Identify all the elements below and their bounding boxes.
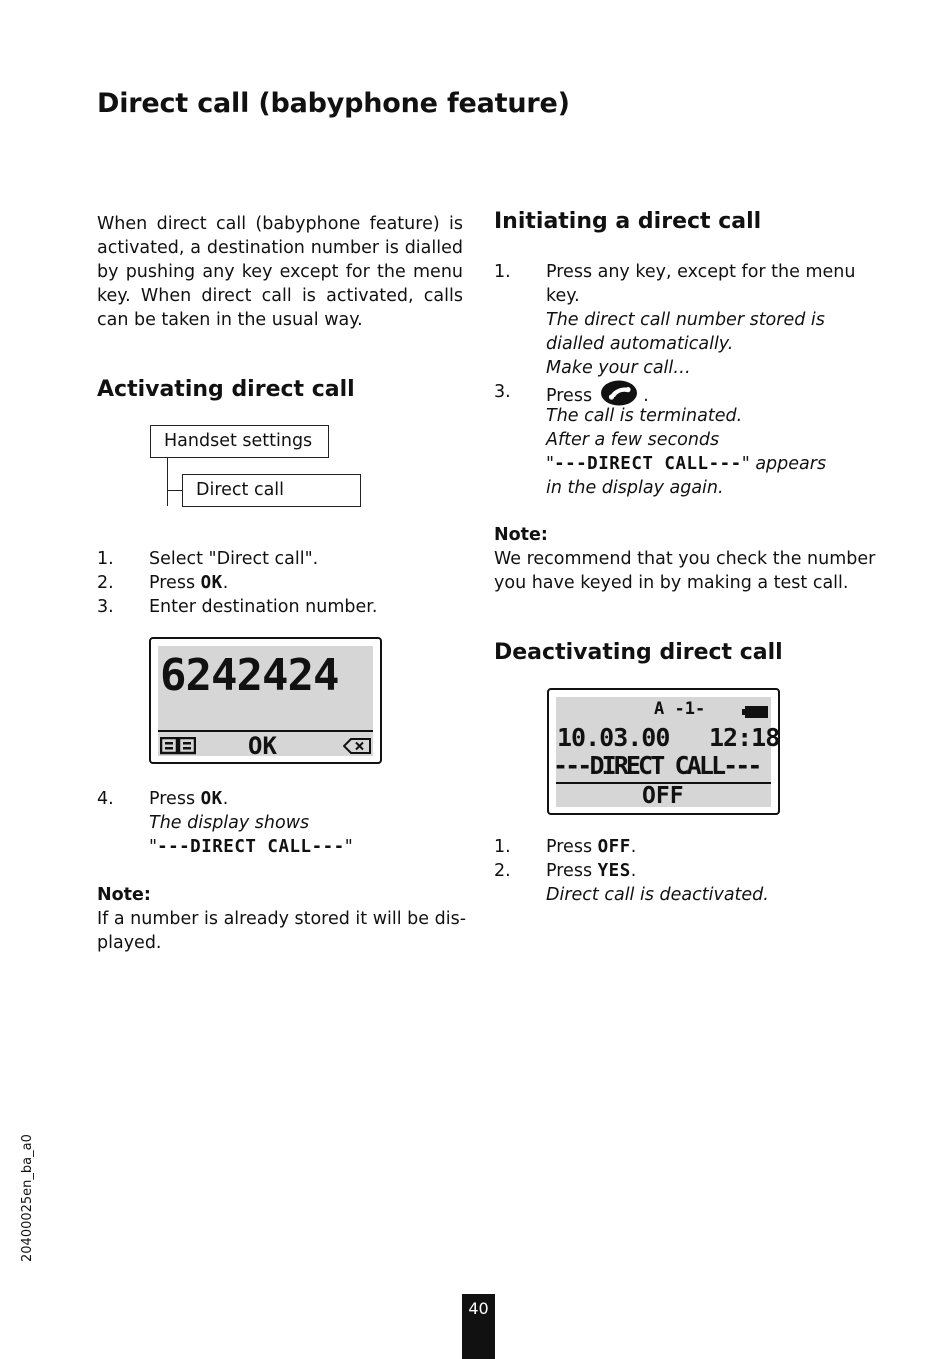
deactivating-steps: 1. Press OFF. 2. Press YES. Direct call is deactivated. <box>494 837 769 905</box>
document-code: 20400025en_ba_a0 <box>20 1134 35 1262</box>
step-result: in the display again. <box>546 478 724 498</box>
note-text: played. <box>97 933 162 953</box>
step-number: 3. <box>494 382 511 402</box>
deactivating-heading: Deactivating direct call <box>494 640 783 665</box>
lcd-screen <box>158 646 373 760</box>
activating-heading: Activating direct call <box>97 377 355 402</box>
initiating-heading: Initiating a direct call <box>494 209 762 234</box>
note-text: you have keyed in by making a test call. <box>494 573 849 593</box>
page-number: 40 <box>462 1294 495 1359</box>
phonebook-icon <box>160 737 196 755</box>
intro-paragraph: When direct call (babyphone feature) is activated, a destination number is dialled by pushing any key except for the menu key. When direct call is activated, calls can be taken in the usual way. <box>97 214 463 330</box>
step-number: 3. <box>97 597 114 617</box>
handset-display-direct-call <box>547 688 780 815</box>
lcd-number: 6242424 <box>160 650 339 701</box>
list-item: 2. Press OK. <box>97 573 229 593</box>
softkey-ok-label: OK <box>200 789 223 809</box>
step-number: 2. <box>97 573 114 593</box>
page-title: Direct call (babyphone feature) <box>97 88 570 119</box>
activating-steps <box>97 547 467 621</box>
step-number: 1. <box>97 549 114 569</box>
lcd-status: A -1- <box>654 699 706 719</box>
battery-icon <box>742 703 768 715</box>
menu-item-direct-call: Direct call <box>182 474 361 507</box>
step-number: 1. <box>494 262 511 282</box>
lcd-date: 10.03.00 <box>557 723 670 752</box>
step-number: 2. <box>494 861 511 881</box>
step-result: After a few seconds <box>546 430 720 450</box>
softkey-off-label: OFF <box>597 837 631 857</box>
list-item <box>97 547 467 571</box>
lcd-softkey-ok: OK <box>248 732 277 760</box>
list-item <box>97 595 467 619</box>
display-message: ---DIRECT CALL--- <box>554 454 742 474</box>
step-result: Direct call is deactivated. <box>546 885 769 905</box>
backspace-icon <box>343 738 371 754</box>
step-result: dialled automatically. <box>546 334 734 354</box>
step-result: The call is terminated. <box>546 406 743 426</box>
tree-branch <box>167 490 183 491</box>
note-text: If a number is already stored it will be dis- <box>97 909 467 929</box>
step-result: Make your call… <box>546 358 691 378</box>
softkey-yes-label: YES <box>597 861 631 881</box>
step-number: 1. <box>494 837 511 857</box>
lcd-screen <box>553 697 780 809</box>
note-label: Note: <box>494 525 548 545</box>
step-text: Press any key, except for the menu <box>546 262 856 282</box>
menu-item-handset-settings: Handset settings <box>150 425 329 458</box>
step-text: Select "Direct call". <box>149 549 319 569</box>
initiating-steps: 1. Press any key, except for the menu key. The direct call number stored is dialled automatically. Make your call… 3. Press . The call is terminated. After a few seconds "---DIRECT CALL---" appears in the display again. <box>494 262 856 498</box>
handset-display-number <box>149 637 382 764</box>
lcd-mode: ---DIRECT CALL--- <box>553 751 760 780</box>
step-result: The direct call number stored is <box>546 310 825 330</box>
lcd-softkey-off: OFF <box>642 783 684 809</box>
step-number: 4. <box>97 789 114 809</box>
note-label: Note: <box>97 885 151 905</box>
step-text: Press <box>149 573 201 593</box>
tree-connector <box>167 458 168 506</box>
step-text: Enter destination number. <box>149 597 378 617</box>
note-text: We recommend that you check the number <box>494 549 876 569</box>
display-message: ---DIRECT CALL--- <box>157 837 345 857</box>
step-result: The display shows <box>149 813 310 833</box>
list-item: 4. Press OK. <box>97 789 229 809</box>
step-4: 4. Press OK. The display shows "---DIRECT CALL---" <box>97 787 467 859</box>
lcd-time: 12:18 <box>709 723 780 752</box>
softkey-ok-label: OK <box>200 573 223 593</box>
step-text: key. <box>546 286 580 306</box>
